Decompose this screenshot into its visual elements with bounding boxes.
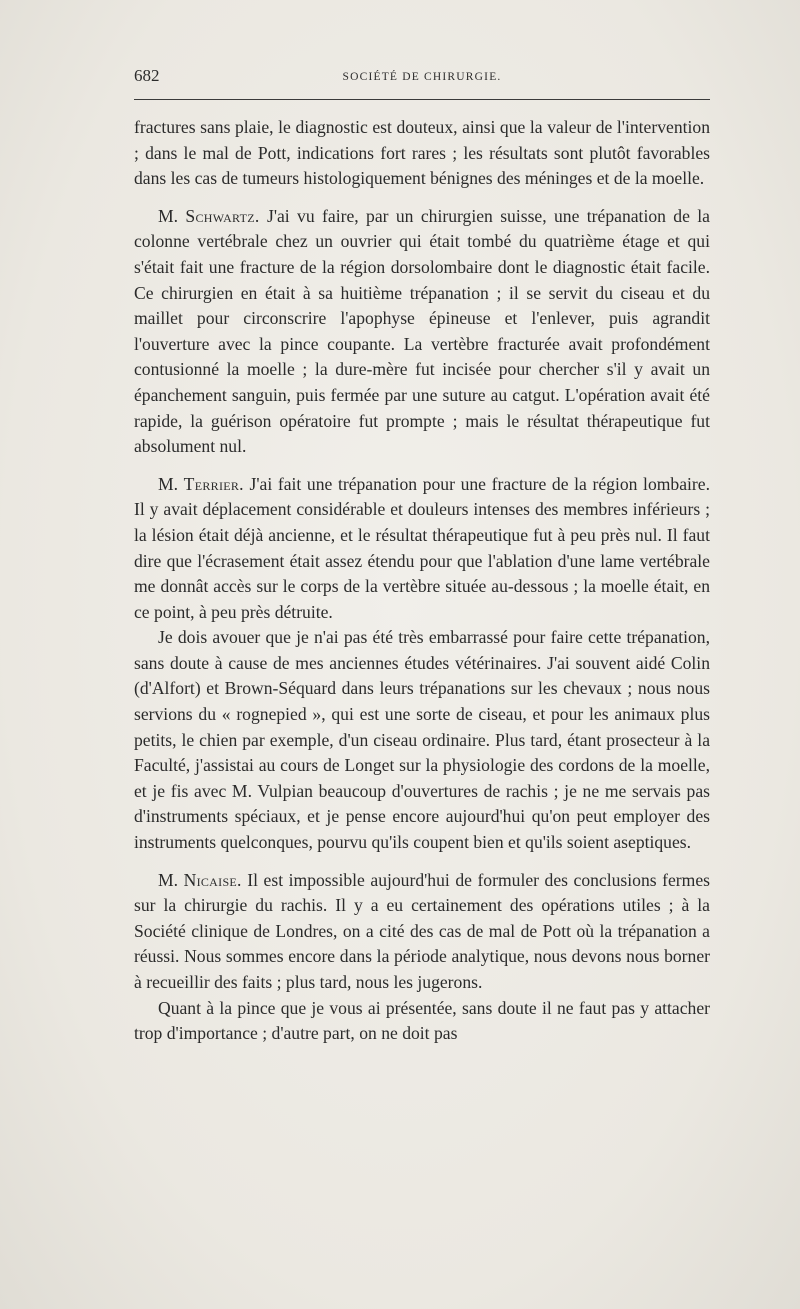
speaker-name: Terrier. bbox=[183, 473, 244, 494]
header-rule bbox=[134, 99, 710, 100]
speaker-prefix: M. bbox=[158, 205, 186, 226]
paragraph-text: fractures sans plaie, le diagnostic est douteux, ainsi que la valeur de l'intervention ; dans le mal de Pott, indications fort rares ; les résultats sont plutôt favorables dans les cas de tumeurs histologiquement bénignes des méninges et de la moelle. bbox=[134, 117, 710, 189]
paragraph-text: Je dois avouer que je n'ai pas été très embarrassé pour faire cette trépanation, sans doute à cause de mes anciennes études vétérinaires. J'ai souvent aidé Colin (d'Alfort) et Brown-Séquard dans leurs trépanations sur les chevaux ; nous nous servions du « rognepied », qui est une sorte de ciseau, et pour les animaux plus petits, le chien par exemple, d'un ciseau ordinaire. Plus tard, étant prosecteur à la Faculté, j'assistai au cours de Longet sur la physiologie des cordons de la moelle, et je fis avec M. Vulpian beaucoup d'ouvertures de rachis ; je ne me servais pas d'instruments spéciaux, et je pense encore aujourd'hui qu'on peut employer des instruments quelconques, pourvu qu'ils coupent bien et qu'ils soient aseptiques. bbox=[134, 627, 710, 853]
paragraph-nicaise-continued bbox=[134, 996, 710, 1047]
paragraph-terrier bbox=[134, 472, 710, 626]
paragraph-text: J'ai vu faire, par un chirurgien suisse, une trépanation de la colonne vertébrale chez un ouvrier qui était tombé du quatrième étage et qui s'était fait une fracture de la région dorsolombaire dont le diagnostic était facile. Ce chirurgien en était à sa huitième trépanation ; il se servit du ciseau et du maillet pour circonscrire l'apophyse épineuse et l'enlever, puis agrandit l'ouverture avec la pince coupante. La vertèbre fracturée avait profondément contusionné la moelle ; la dure-mère fut incisée pour chercher s'il y avait un épanchement sanguin, puis fermée par une suture au catgut. L'opération avait été rapide, la guérison opératoire fut prompte ; mais le résultat thérapeutique fut absolument nul. bbox=[134, 205, 710, 457]
paragraph-continuation bbox=[134, 115, 710, 192]
page-header bbox=[134, 66, 710, 90]
speaker-name: Schwartz. bbox=[185, 205, 260, 226]
paragraph-nicaise bbox=[134, 868, 710, 996]
body-text bbox=[134, 115, 710, 1047]
paragraph-text: Quant à la pince que je vous ai présentée, sans doute il ne faut pas y attacher trop d'importance ; d'autre part, on ne doit pas bbox=[134, 997, 710, 1044]
speaker-prefix: M. bbox=[158, 473, 184, 494]
speaker-name: Nicaise. bbox=[183, 869, 242, 890]
page-number: 682 bbox=[134, 66, 160, 85]
paragraph-text: J'ai fait une trépanation pour une fracture de la région lombaire. Il y avait déplacement considérable et douleurs intenses des membres inférieurs ; la lésion était déjà ancienne, et le résultat thérapeutique fut à peu près nul. Il faut dire que l'écrasement était assez étendu pour que l'ablation d'une lame vertébrale me donnât accès sur le corps de la vertèbre située au-dessous ; la moelle était, en ce point, à peu près détruite. bbox=[134, 473, 710, 622]
paragraph-schwartz bbox=[134, 204, 710, 460]
running-head: SOCIÉTÉ DE CHIRURGIE. bbox=[342, 71, 502, 83]
paragraph-text: Il est impossible aujourd'hui de formuler des conclusions fermes sur la chirurgie du rachis. Il y a eu certainement des opérations utiles ; à la Société clinique de Londres, on a cité des cas de mal de Pott où la trépanation a réussi. Nous sommes encore dans la période analytique, nous devons nous borner à recueillir des faits ; plus tard, nous les jugerons. bbox=[134, 869, 710, 992]
speaker-prefix: M. bbox=[158, 869, 184, 890]
paragraph-terrier-continued bbox=[134, 625, 710, 855]
